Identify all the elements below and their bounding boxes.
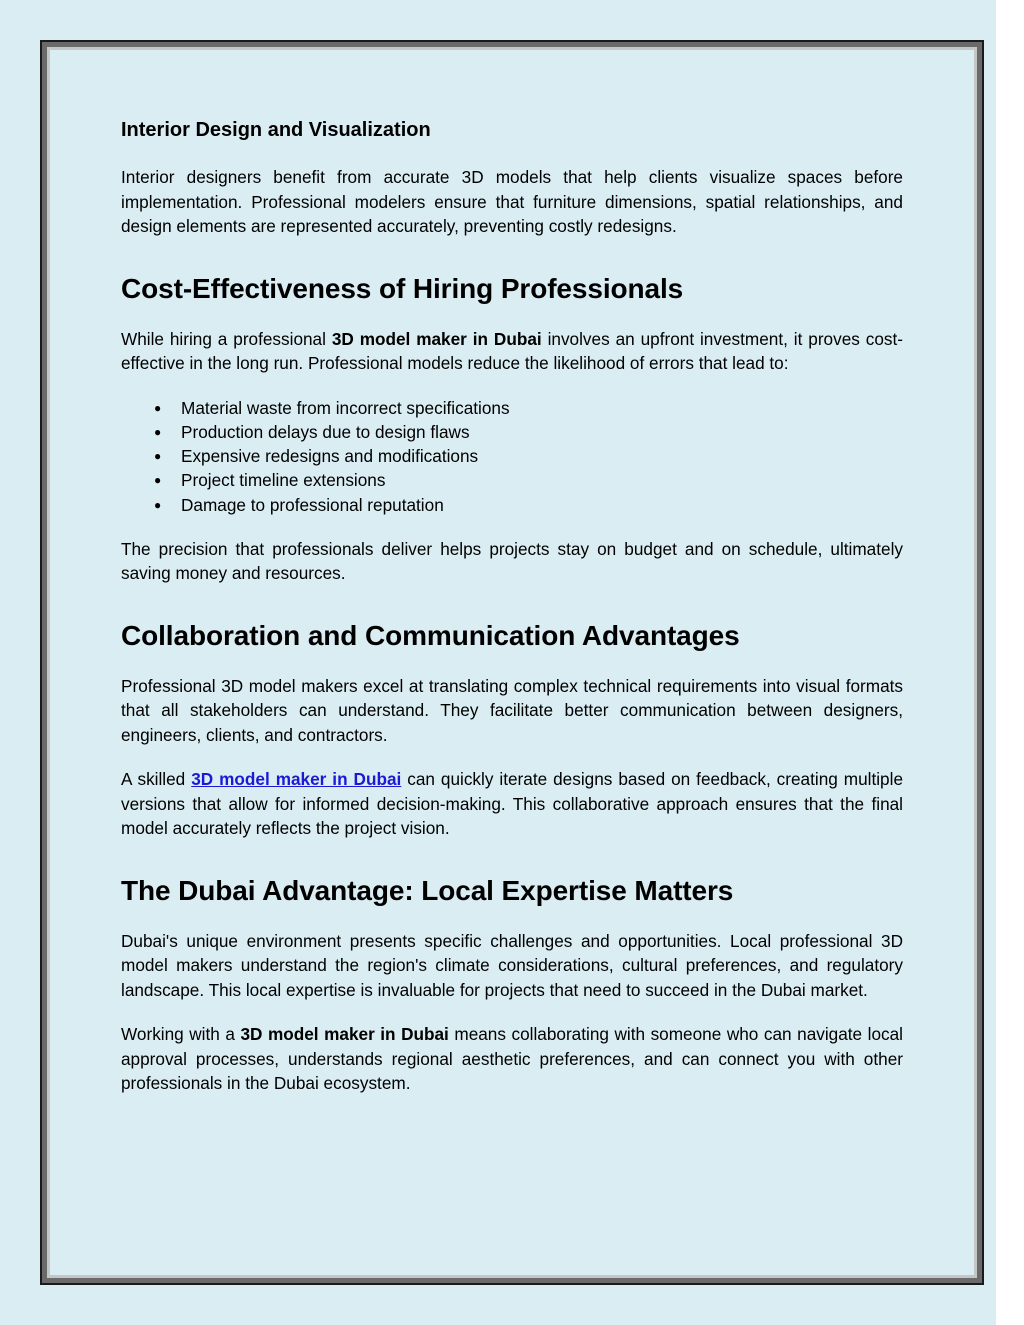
document-content	[121, 118, 903, 1116]
3d-model-maker-dubai-link[interactable]: 3D model maker in Dubai	[191, 769, 402, 790]
bullet-icon: ●	[154, 449, 162, 464]
list-item	[121, 444, 903, 468]
list-item	[121, 420, 903, 444]
error-consequences-list	[121, 396, 903, 517]
paragraph-interior-design: Interior designers benefit from accurate 3D models that help clients visualize spaces before implementation. Professional modelers ensure that furniture dimensions, spatial relationships, and design elements are represented accurately, preventing costly redesigns.	[121, 167, 903, 236]
dubai-text-before: Working with a	[121, 1024, 241, 1045]
heading-dubai-advantage: The Dubai Advantage: Local Expertise Matters	[121, 874, 734, 906]
collab-text-before: A skilled	[121, 769, 192, 790]
heading-interior-design: Interior Design and Visualization	[121, 119, 431, 141]
paragraph-cost-intro	[121, 327, 903, 376]
list-item-text: Project timeline extensions	[181, 470, 386, 491]
bullet-icon: ●	[154, 497, 162, 512]
bullet-icon: ●	[154, 424, 162, 439]
dubai-bold-keyword: 3D model maker in Dubai	[240, 1024, 449, 1045]
cost-intro-bold-keyword: 3D model maker in Dubai	[331, 328, 542, 349]
list-item-text: Material waste from incorrect specifications	[181, 397, 510, 418]
list-item	[121, 468, 903, 492]
paragraph-dubai-1: Dubai's unique environment presents specific challenges and opportunities. Local professional 3D model makers understand the region's climate considerations, cultural preferences, and regulatory landscape. This local expertise is invaluable for projects that need to succeed in the Dubai market.	[121, 930, 903, 1000]
bullet-icon: ●	[154, 473, 162, 488]
collab-text-after: can quickly iterate designs based on feedback, creating multiple versions that allow for informed decision-making. This collaborative approach ensures that the final model accurately reflects the project vision.	[121, 769, 903, 839]
paragraph-cost-closing: The precision that professionals deliver helps projects stay on budget and on schedule, ultimately saving money and resources.	[121, 538, 903, 584]
dubai-text-after: means collaborating with someone who can navigate local approval processes, understands regional aesthetic preferences, and can connect you with other professionals in the Dubai ecosystem.	[121, 1024, 903, 1094]
cost-intro-text-after: involves an upfront investment, it proves cost-effective in the long run. Professional models reduce the likelihood of errors that lead to:	[121, 328, 903, 373]
bullet-icon: ●	[154, 400, 162, 415]
list-item-text: Damage to professional reputation	[181, 494, 444, 515]
cost-intro-text-before: While hiring a professional	[121, 328, 332, 349]
heading-collaboration: Collaboration and Communication Advantages	[121, 619, 740, 651]
paragraph-collaboration-1: Professional 3D model makers excel at translating complex technical requirements into visual formats that all stakeholders can understand. They facilitate better communication between designers, engineers, clients, and contractors.	[121, 675, 903, 745]
paragraph-dubai-2	[121, 1022, 903, 1096]
paragraph-collaboration-2	[121, 767, 903, 841]
list-item	[121, 493, 903, 517]
heading-cost-effectiveness: Cost-Effectiveness of Hiring Professionals	[121, 272, 684, 304]
list-item-text: Expensive redesigns and modifications	[181, 446, 479, 467]
list-item-text: Production delays due to design flaws	[181, 421, 470, 442]
list-item	[121, 396, 903, 420]
